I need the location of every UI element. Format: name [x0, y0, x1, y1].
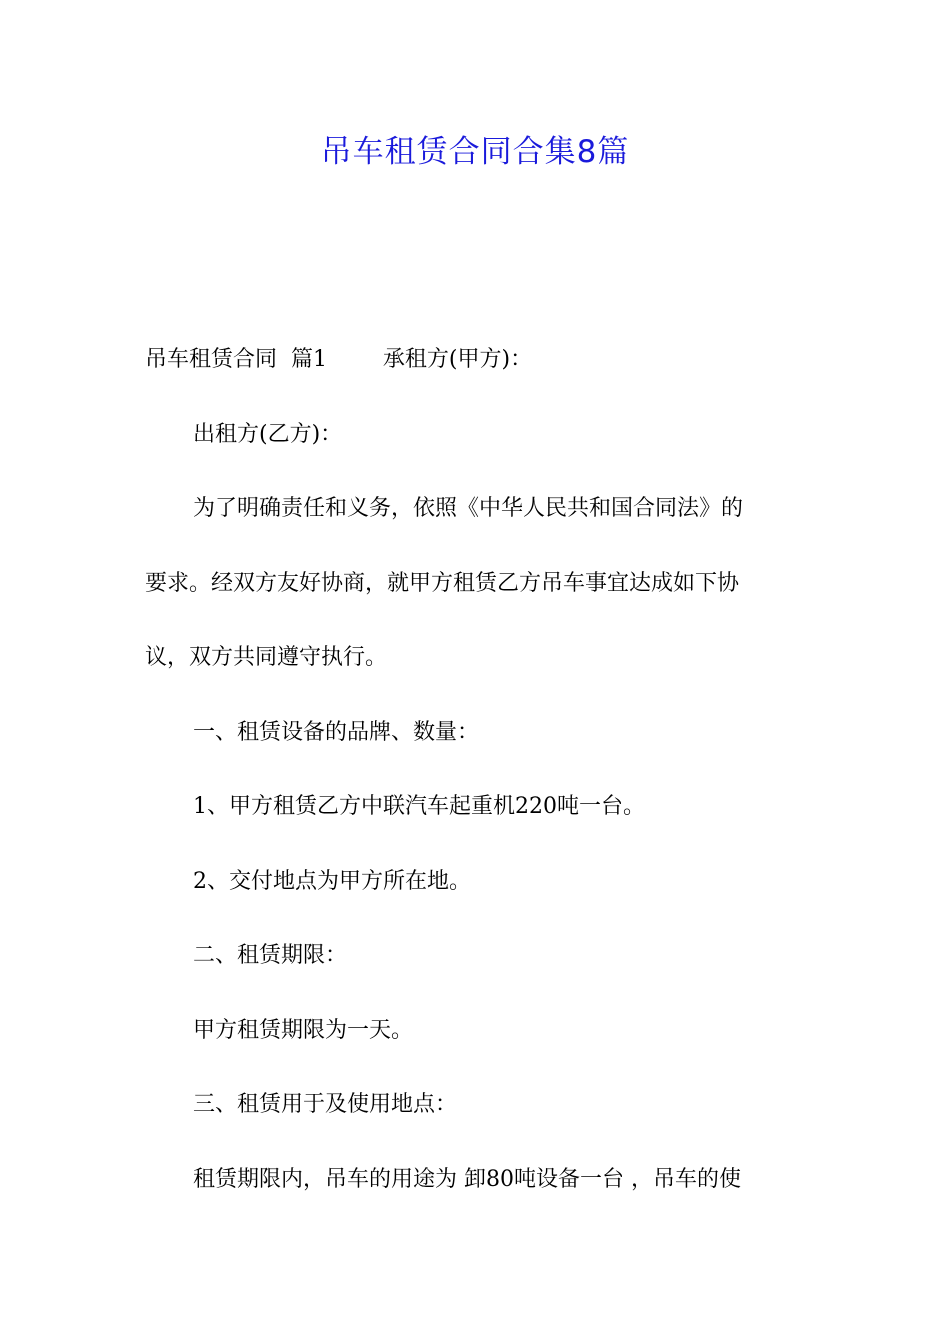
paragraph-line: 为了明确责任和义务，依照《中华人民共和国合同法》的 [193, 496, 744, 521]
paragraph-line: 要求。经双方友好协商，就甲方租赁乙方吊车事宜达成如下协 [145, 571, 740, 596]
paragraph-line: 甲方租赁期限为一天。 [193, 1018, 414, 1043]
document-title: 吊车租赁合同合集8篇 [320, 134, 630, 170]
paragraph-line: 1、甲方租赁乙方中联汽车起重机220吨一台。 [193, 794, 645, 819]
paragraph-line: 一、租赁设备的品牌、数量： [193, 720, 480, 745]
paragraph-line: 租赁期限内，吊车的用途为 卸80吨设备一台 ，吊车的使 [193, 1167, 741, 1192]
paragraph-line: 2、交付地点为甲方所在地。 [193, 869, 471, 894]
paragraph-line: 出租方(乙方)： [193, 422, 343, 447]
paragraph-line: 二、租赁期限： [193, 943, 348, 968]
paragraph-line: 三、租赁用于及使用地点： [193, 1092, 458, 1117]
paragraph-line: 吊车租赁合同 篇1 承租方(甲方)： [145, 347, 533, 372]
paragraph-line: 议，双方共同遵守执行。 [145, 645, 388, 670]
